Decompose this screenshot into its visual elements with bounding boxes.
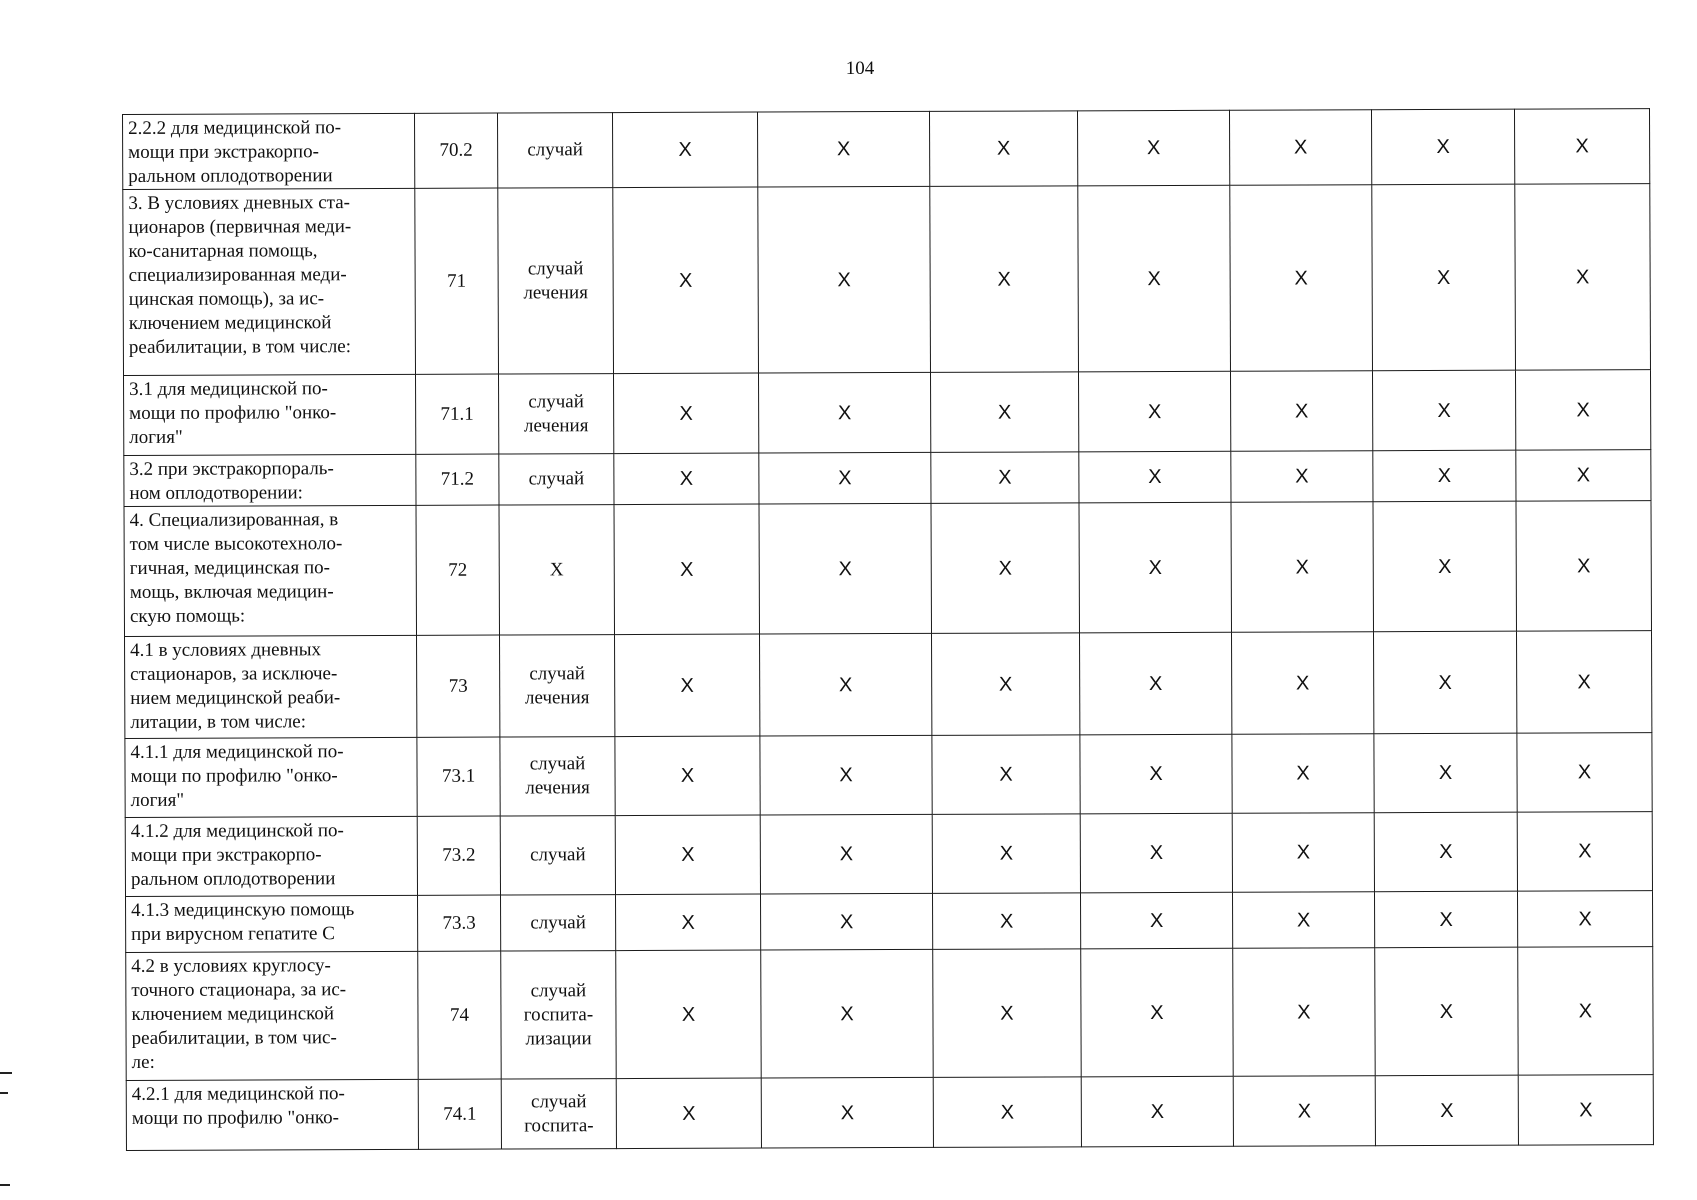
table-row	[125, 812, 1652, 897]
row-name-line: мощи по профилю "онко-	[130, 765, 338, 787]
value-cell: X	[1232, 734, 1374, 814]
row-name-line: стационаров, за исключе-	[130, 663, 338, 685]
value-cell: X	[1079, 502, 1231, 633]
value-cell: X	[1078, 185, 1231, 372]
value-cell: X	[614, 373, 759, 454]
value-cell: X	[933, 949, 1081, 1078]
value-cell: X	[1232, 892, 1374, 949]
row-name-line: ральном оплодотворении	[130, 868, 336, 890]
value-cell: X	[760, 814, 932, 894]
row-name-line: мощи по профилю "онко-	[131, 1107, 339, 1129]
value-cell: X	[759, 452, 931, 504]
row-name-line: мощи по профилю "онко-	[129, 402, 337, 424]
value-cell: X	[758, 372, 930, 453]
row-name-line: ко-санитарная помощь,	[128, 240, 318, 262]
value-cell: X	[933, 1077, 1081, 1148]
row-name-line: ключением медицинской	[131, 1003, 335, 1025]
value-cell: X	[614, 453, 759, 505]
row-unit-cell: случай	[501, 895, 616, 951]
row-name-line: реабилитации, в том числе:	[128, 336, 352, 358]
value-cell: X	[1375, 947, 1518, 1076]
value-cell: X	[616, 950, 761, 1079]
row-name-cell	[123, 188, 416, 375]
row-name-cell	[124, 374, 416, 455]
value-cell: X	[930, 372, 1078, 453]
value-cell: X	[614, 504, 759, 635]
value-cell: X	[1375, 1075, 1518, 1146]
value-cell: X	[1079, 451, 1231, 503]
value-cell: X	[1080, 892, 1232, 949]
value-cell: X	[761, 949, 933, 1078]
value-cell: X	[932, 814, 1080, 894]
row-name-cell	[126, 951, 418, 1080]
row-code-cell: 71	[415, 188, 499, 374]
value-cell: X	[759, 503, 931, 634]
row-name-cell	[126, 895, 418, 952]
value-cell: X	[1371, 109, 1514, 185]
value-cell: X	[1517, 812, 1652, 892]
value-cell: X	[1081, 1076, 1233, 1147]
row-name-line: логия"	[129, 426, 183, 448]
value-cell: X	[1517, 733, 1652, 813]
value-cell: X	[1078, 371, 1230, 452]
row-name-line: 3.2 при экстракорпораль-	[129, 458, 334, 480]
row-name-cell	[124, 454, 416, 506]
value-cell: X	[1374, 733, 1517, 813]
value-cell: X	[930, 186, 1079, 373]
table-row	[124, 501, 1651, 637]
data-table	[122, 108, 1654, 1151]
value-cell: X	[758, 186, 931, 373]
row-code-cell: 71.2	[416, 454, 499, 505]
row-unit-cell: X	[499, 505, 614, 635]
value-cell: X	[1231, 632, 1373, 735]
value-cell: X	[1080, 734, 1232, 814]
row-unit-cell: случай	[499, 454, 614, 505]
value-cell: X	[1517, 891, 1652, 948]
row-code-cell: 73.2	[417, 816, 500, 895]
row-name-line: цинская помощь), за ис-	[128, 288, 325, 310]
value-cell: X	[615, 815, 760, 895]
value-cell: X	[615, 634, 760, 737]
value-cell: X	[931, 452, 1079, 504]
value-cell: X	[1373, 631, 1516, 734]
row-unit-cell: случай лечения	[498, 188, 614, 374]
value-cell: X	[1230, 371, 1372, 452]
row-unit-cell: случай лечения	[500, 737, 615, 816]
table-row	[124, 450, 1651, 507]
value-cell: X	[1232, 813, 1374, 893]
value-cell: X	[1515, 370, 1650, 451]
row-code-cell: 71.1	[416, 374, 499, 454]
value-cell: X	[932, 735, 1080, 815]
edge-mark	[0, 1072, 12, 1074]
value-cell: X	[1079, 632, 1231, 735]
row-name-line: 4.1.2 для медицинской по-	[130, 820, 344, 842]
value-cell: X	[929, 111, 1077, 187]
value-cell: X	[612, 112, 757, 188]
value-cell: X	[931, 503, 1079, 634]
value-cell: X	[1231, 502, 1373, 633]
value-cell: X	[616, 1078, 761, 1149]
value-cell: X	[1374, 812, 1517, 892]
row-code-cell: 70.2	[414, 113, 497, 188]
row-name-line: том числе высокотехноло-	[129, 533, 343, 555]
row-name-line: ном оплодотворении:	[129, 482, 303, 504]
row-name-cell	[125, 816, 417, 896]
row-name-cell	[125, 737, 417, 817]
row-name-line: ключением медицинской	[128, 312, 332, 334]
value-cell: X	[1233, 1076, 1375, 1147]
value-cell: X	[1077, 110, 1229, 186]
value-cell: X	[932, 893, 1080, 950]
value-cell: X	[1372, 370, 1515, 451]
row-name-line: литации, в том числе:	[130, 711, 307, 733]
row-name-line: мощи при экстракорпо-	[130, 844, 322, 866]
row-name-line: 4. Специализированная, в	[129, 509, 339, 531]
value-cell: X	[1233, 948, 1375, 1077]
row-name-line: 3.1 для медицинской по-	[129, 378, 328, 400]
edge-mark	[0, 1184, 10, 1186]
row-name-line: гичная, медицинская по-	[129, 557, 330, 579]
value-cell: X	[1081, 948, 1233, 1077]
row-name-line: точного стационара, за ис-	[131, 979, 347, 1001]
row-name-cell	[126, 1079, 418, 1150]
row-unit-cell: случай госпита- лизации	[501, 951, 616, 1079]
value-cell: X	[1373, 450, 1516, 502]
value-cell: X	[1518, 947, 1653, 1076]
table-row	[123, 109, 1650, 190]
row-name-line: нием медицинской реаби-	[130, 687, 341, 709]
table-row	[125, 631, 1652, 739]
value-cell: X	[760, 633, 932, 736]
value-cell: X	[1518, 1075, 1653, 1146]
value-cell: X	[932, 633, 1080, 736]
row-code-cell: 74.1	[418, 1079, 501, 1149]
table-row	[125, 733, 1652, 818]
row-unit-cell: случай госпита-	[501, 1079, 616, 1149]
row-unit-cell: случай лечения	[499, 374, 614, 454]
value-cell: X	[757, 111, 929, 187]
value-cell: X	[1374, 891, 1517, 948]
value-cell: X	[1229, 110, 1371, 186]
row-code-cell: 74	[418, 951, 501, 1079]
row-name-line: логия"	[130, 789, 185, 811]
value-cell: X	[1372, 184, 1516, 371]
row-name-line: 4.1.1 для медицинской по-	[130, 741, 344, 763]
row-unit-cell: случай лечения	[500, 635, 615, 737]
row-name-line: 4.2 в условиях круглосу-	[131, 955, 331, 977]
row-name-line: специализированная меди-	[128, 264, 347, 286]
value-cell: X	[761, 1077, 933, 1148]
row-code-cell: 73.3	[418, 895, 501, 951]
row-name-line: 4.2.1 для медицинской по-	[131, 1083, 345, 1105]
row-name-line: ральном оплодотворении	[128, 165, 333, 187]
value-cell: X	[1516, 501, 1651, 632]
row-name-cell	[124, 505, 416, 636]
row-name-line: реабилитации, в том чис-	[131, 1027, 337, 1049]
row-name-line: 4.1 в условиях дневных	[130, 639, 322, 661]
value-cell: X	[1516, 631, 1651, 734]
row-name-line: ле:	[131, 1051, 155, 1073]
value-cell: X	[1515, 184, 1651, 371]
row-code-cell: 73	[417, 635, 500, 737]
row-name-line: ционаров (первичная меди-	[128, 216, 352, 238]
edge-mark	[0, 1092, 8, 1094]
value-cell: X	[613, 187, 759, 374]
row-unit-cell: случай	[497, 113, 612, 188]
value-cell: X	[760, 893, 932, 950]
table-body	[123, 109, 1654, 1151]
table-row	[126, 891, 1653, 953]
table-row	[124, 370, 1651, 456]
value-cell: X	[1373, 501, 1516, 632]
table-row	[126, 947, 1653, 1081]
table-row	[123, 184, 1651, 376]
value-cell: X	[1231, 451, 1373, 503]
value-cell: X	[616, 894, 761, 951]
row-name-cell	[125, 635, 417, 738]
row-name-line: 3. В условиях дневных ста-	[128, 192, 351, 214]
value-cell: X	[1514, 109, 1649, 185]
row-unit-cell: случай	[500, 816, 615, 895]
row-code-cell: 72	[416, 505, 499, 635]
row-name-line: при вирусном гепатите С	[131, 923, 335, 945]
row-name-line: мощи при экстракорпо-	[128, 141, 319, 163]
row-name-line: скую помощь:	[129, 605, 246, 627]
row-name-line: 4.1.3 медицинскую помощь	[131, 899, 355, 921]
value-cell: X	[615, 736, 760, 816]
table-row	[126, 1075, 1653, 1151]
row-name-cell	[123, 113, 415, 189]
row-name-line: мощь, включая медицин-	[129, 581, 334, 603]
value-cell: X	[1230, 185, 1373, 372]
value-cell: X	[1080, 813, 1232, 893]
value-cell: X	[1516, 450, 1651, 502]
row-code-cell: 73.1	[417, 737, 500, 816]
row-name-line: 2.2.2 для медицинской по-	[128, 117, 342, 139]
value-cell: X	[760, 735, 932, 815]
page-number: 104	[845, 58, 875, 79]
